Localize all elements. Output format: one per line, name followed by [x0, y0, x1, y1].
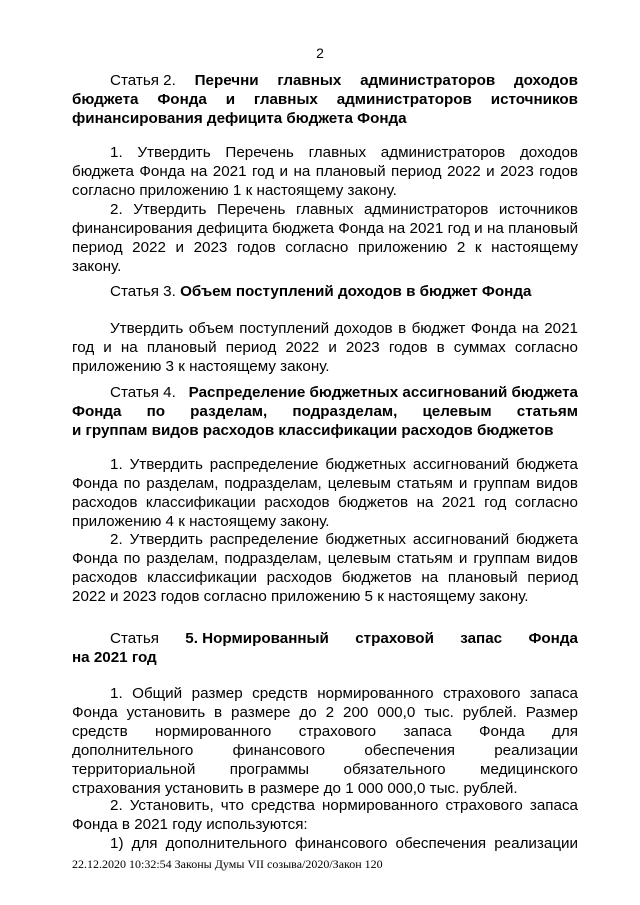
article-4-paragraph-2: 2. Утвердить распределение бюджетных ассигнований бюджета Фонда по разделам, подразделам, целевым статьям и группам видов расходов классификации расходов бюджетов на плановый период 2022 и 2023 годов согласно приложению 5 к настоящему закону.	[72, 531, 578, 605]
heading-word: страховой	[355, 630, 434, 647]
article-5-prefix: Статья	[110, 630, 159, 647]
article-4-title-line1: Распределение бюджетных ассигнований бюджета	[188, 384, 578, 401]
page-number: 2	[316, 45, 324, 61]
article-2-heading-line3: финансирования дефицита бюджета Фонда	[72, 110, 407, 127]
article-4-heading	[72, 383, 578, 440]
article-2-prefix: Статья 2.	[110, 72, 176, 89]
article-5-paragraph-1: 1. Общий размер средств нормированного страхового запаса Фонда установить в размере до 2 200 000,0 тыс. рублей. Размер средств нормированного страхового запаса Фонда для дополнительного финансового обеспечения реализации территориальной программы обязательного медицинского страхования установить в размере до 1 000 000,0 тыс. рублей.	[72, 685, 578, 797]
article-4-prefix: Статья 4.	[110, 384, 176, 401]
article-4-paragraph-1: 1. Утвердить распределение бюджетных ассигнований бюджета Фонда по разделам, подразделам, целевым статьям и группам видов расходов классификации расходов бюджетов на 2021 год согласно приложению 4 к настоящему закону.	[72, 456, 578, 530]
heading-word: и	[225, 91, 236, 108]
footer-stamp: 22.12.2020 10:32:54 Законы Думы VII созыва/2020/Закон 120	[72, 857, 383, 871]
heading-word: Перечни	[194, 72, 259, 89]
heading-word: 5. Нормированный	[185, 630, 329, 647]
article-4-heading-line2	[72, 402, 578, 421]
article-5-heading-line1	[72, 629, 578, 648]
heading-word: запас	[460, 630, 503, 647]
article-5-heading-line2: на 2021 год	[72, 649, 157, 666]
heading-word: Фонда	[157, 91, 207, 108]
heading-word: Фонда	[72, 403, 122, 420]
article-3-title: Объем поступлений доходов в бюджет Фонда	[180, 283, 532, 300]
heading-word: главных	[253, 91, 318, 108]
heading-word: источников	[490, 91, 578, 108]
article-3-prefix: Статья 3.	[110, 283, 176, 300]
heading-word: Фонда	[528, 630, 578, 647]
heading-word: главных	[277, 72, 342, 89]
article-4-heading-line1	[72, 383, 578, 402]
article-5-heading	[72, 629, 578, 667]
heading-word: статьям	[516, 403, 578, 420]
article-2-heading-line2	[72, 90, 578, 109]
article-2-paragraph-1: 1. Утвердить Перечень главных администраторов доходов бюджета Фонда на 2021 год и на плановый период 2022 и 2023 годов согласно приложению 1 к настоящему закону.	[72, 144, 578, 199]
article-2-heading-line1	[72, 71, 578, 90]
article-2-heading	[72, 71, 578, 128]
article-2-paragraph-2: 2. Утвердить Перечень главных администраторов источников финансирования дефицита бюджета Фонда на 2021 год и на плановый период 2022 и 2023 годов согласно приложению 2 к настоящему закону.	[72, 201, 578, 275]
heading-word: администраторов	[336, 91, 472, 108]
article-5-paragraph-2: 2. Установить, что средства нормированного страхового запаса Фонда в 2021 году используются:	[72, 797, 578, 833]
article-5-item-1: 1) для дополнительного финансового обеспечения реализации	[110, 835, 578, 852]
article-3-heading	[72, 282, 578, 301]
heading-word: доходов	[514, 72, 578, 89]
heading-word: по	[146, 403, 166, 420]
heading-word: администраторов	[360, 72, 496, 89]
article-4-heading-line3: и группам видов расходов классификации расходов бюджетов	[72, 422, 554, 439]
heading-word: целевым	[422, 403, 492, 420]
heading-word: разделам,	[190, 403, 268, 420]
heading-word: подразделам,	[292, 403, 398, 420]
heading-word: бюджета	[72, 91, 139, 108]
article-3-paragraph-1: Утвердить объем поступлений доходов в бюджет Фонда на 2021 год и на плановый период 2022 и 2023 годов в суммах согласно приложению 3 к настоящему закону.	[72, 320, 578, 375]
